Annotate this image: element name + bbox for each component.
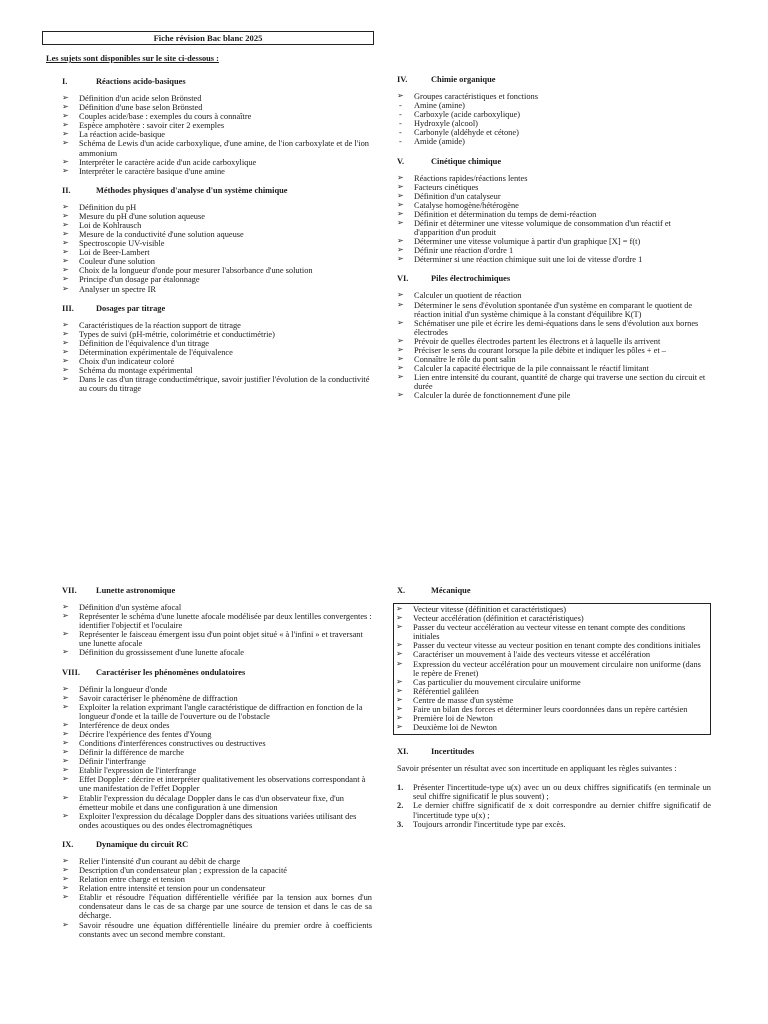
section-5 bbox=[397, 157, 709, 265]
list-item: ➢ Principe d'un dosage par étalonnage bbox=[62, 275, 372, 284]
list-item: ➢ Définir la différence de marche bbox=[62, 748, 372, 757]
section-6 bbox=[397, 274, 709, 400]
list-item: ➢ Première loi de Newton bbox=[396, 714, 707, 723]
list-item: ➢ Etablir l'expression de l'interfrange bbox=[62, 766, 372, 775]
section-6-list bbox=[397, 291, 709, 400]
section-title: Lunette astronomique bbox=[96, 586, 176, 595]
list-item: ➢ Spectroscopie UV-visible bbox=[62, 239, 372, 248]
list-item: ➢ Préciser le sens du courant lorsque la pile débite et indiquer les pôles + et – bbox=[397, 346, 709, 355]
list-item: ➢ Définition d'un catalyseur bbox=[397, 192, 709, 201]
list-item: ➢ Passer du vecteur accélération au vecteur vitesse en tenant compte des conditions initiales bbox=[396, 623, 707, 641]
section-title: Caractériser les phénomènes ondulatoires bbox=[96, 667, 246, 677]
list-item: ➢ Déterminer le sens d'évolution spontanée d'un système en comparant le quotient de réaction initial d'un système chimique à la constant d'équilibre K(T) bbox=[397, 301, 709, 319]
right-column-bottom bbox=[393, 586, 711, 829]
list-item: ➢ Faire un bilan des forces et déterminer leurs coordonnées dans un repère cartésien bbox=[396, 705, 707, 714]
section-title: Réactions acido-basiques bbox=[96, 77, 186, 86]
list-item: ➢ Savoir caractériser le phénomène de diffraction bbox=[62, 694, 372, 703]
list-item: ➢ Détermination expérimentale de l'équivalence bbox=[62, 348, 372, 357]
list-item: ➢ Loi de Beer-Lambert bbox=[62, 248, 372, 257]
list-item: ➢ Choix de la longueur d'onde pour mesurer l'absorbance d'une solution bbox=[62, 266, 372, 275]
section-number: VIII. bbox=[62, 667, 80, 677]
list-item: ➢ Déterminer une vitesse volumique à partir d'un graphique [X] = f(t) bbox=[397, 237, 709, 246]
section-number: VII. bbox=[62, 586, 77, 595]
list-item: ➢ Exploiter l'expression du décalage Doppler dans des situations variées utilisant des ondes acoustiques ou des ondes électromagnétiques bbox=[62, 812, 372, 830]
item-number: 1. bbox=[397, 783, 404, 793]
list-item: ➢ Réactions rapides/réactions lentes bbox=[397, 174, 709, 183]
list-item: ➢ Prévoir de quelles électrodes partent les électrons et à laquelle ils arrivent bbox=[397, 337, 709, 346]
list-item: - Amide (amide) bbox=[397, 137, 709, 146]
list-item: ➢ Passer du vecteur vitesse au vecteur position en tenant compte des conditions initiales bbox=[396, 641, 707, 650]
item-text: Le dernier chiffre significatif de x doit correspondre au dernier chiffre significatif de l'incertitude type u(x) ; bbox=[413, 801, 711, 820]
item-text: Toujours arrondir l'incertitude type par excès. bbox=[413, 819, 566, 829]
list-item: ➢ Exploiter la relation exprimant l'angle caractéristique de diffraction en fonction de la longueur d'onde et la taille de l'ouverture ou de l'obstacle bbox=[62, 703, 372, 721]
list-item: ➢ Catalyse homogène/hétérogène bbox=[397, 201, 709, 210]
list-item: ➢ Mesure de la conductivité d'une solution aqueuse bbox=[62, 230, 372, 239]
list-item: ➢ Décrire l'expérience des fentes d'Young bbox=[62, 730, 372, 739]
list-item: ➢ Calculer la durée de fonctionnement d'une pile bbox=[397, 391, 709, 400]
list-item: ➢ Définir et déterminer une vitesse volumique de consommation d'un réactif et d'apparition d'un produit bbox=[397, 219, 709, 237]
list-item: ➢ Relation entre intensité et tension pour un condensateur bbox=[62, 884, 372, 893]
section-title: Incertitudes bbox=[431, 747, 475, 757]
section-3-list bbox=[62, 321, 372, 394]
list-item: ➢ Etablir et résoudre l'équation différentielle vérifiée par la tension aux bornes d'un condensateur dans le cas de sa charge par une source de tension et dans le cas de sa décharge. bbox=[62, 893, 372, 920]
list-item: ➢ Calculer la capacité électrique de la pile connaissant le réactif limitant bbox=[397, 364, 709, 373]
list-item: ➢ Connaître le rôle du pont salin bbox=[397, 355, 709, 364]
list-item: ➢ La réaction acide-basique bbox=[62, 130, 372, 139]
list-item: - Carbonyle (aldéhyde et cétone) bbox=[397, 128, 709, 137]
section-title: Méthodes physiques d'analyse d'un système chimique bbox=[96, 185, 288, 195]
list-item: ➢ Interpréter le caractère acide d'un acide carboxylique bbox=[62, 158, 372, 167]
left-column-bottom bbox=[62, 586, 372, 939]
section-2 bbox=[62, 186, 372, 294]
section-title: Dosages par titrage bbox=[96, 303, 166, 313]
section-number: VI. bbox=[397, 274, 409, 284]
list-item: ➢ Dans le cas d'un titrage conductimétrique, savoir justifier l'évolution de la conductivité au cours du titrage bbox=[62, 375, 372, 393]
section-title: Piles électrochimiques bbox=[431, 274, 511, 284]
list-item: ➢ Vecteur accélération (définition et caractéristiques) bbox=[396, 614, 707, 623]
list-item: ➢ Cas particulier du mouvement circulaire uniforme bbox=[396, 678, 707, 687]
section-number: II. bbox=[62, 185, 71, 195]
list-item: ➢ Définition d'un système afocal bbox=[62, 603, 372, 612]
list-item: ➢ Interpréter le caractère basique d'une amine bbox=[62, 167, 372, 176]
list-item: ➢ Savoir résoudre une équation différentielle linéaire du premier ordre à coefficients constants avec un second membre constant. bbox=[62, 921, 372, 939]
list-item: ➢ Interférence de deux ondes bbox=[62, 721, 372, 730]
section-9 bbox=[62, 840, 372, 939]
list-item: ➢ Définition d'une base selon Brönsted bbox=[62, 103, 372, 112]
left-column-top bbox=[62, 77, 372, 393]
intro-line: Les sujets sont disponibles sur le site ci-dessous : bbox=[46, 54, 219, 63]
mechanics-box bbox=[393, 603, 711, 735]
section-10-list bbox=[396, 605, 707, 732]
list-item: ➢ Représenter le faisceau émergent issu d'un point objet situé « à l'infini » et traversant une lunette afocale bbox=[62, 630, 372, 648]
section-title: Cinétique chimique bbox=[431, 156, 502, 166]
section-number: I. bbox=[62, 77, 68, 86]
section-title: Dynamique du circuit RC bbox=[96, 839, 189, 849]
item-number: 2. bbox=[397, 801, 404, 811]
list-item: ➢ Schéma de Lewis d'un acide carboxylique, d'une amine, de l'ion carboxylate et de l'ion ammonium bbox=[62, 139, 372, 157]
list-item: ➢ Définition de l'équivalence d'un titrage bbox=[62, 339, 372, 348]
section-4-list bbox=[397, 101, 709, 146]
section-10 bbox=[393, 586, 711, 735]
list-item: ➢ Groupes caractéristiques et fonctions bbox=[397, 92, 709, 101]
document-title: Fiche révision Bac blanc 2025 bbox=[42, 31, 374, 45]
section-1-list bbox=[62, 94, 372, 176]
list-item: ➢ Déterminer si une réaction chimique suit une loi de vitesse d'ordre 1 bbox=[397, 255, 709, 264]
list-item: ➢ Définir la longueur d'onde bbox=[62, 685, 372, 694]
section-7 bbox=[62, 586, 372, 658]
right-column-top bbox=[397, 75, 709, 400]
section-number: IV. bbox=[397, 75, 408, 84]
list-item: ➢ Espèce amphotère : savoir citer 2 exemples bbox=[62, 121, 372, 130]
list-item: ➢ Conditions d'interférences constructives ou destructives bbox=[62, 739, 372, 748]
section-number: III. bbox=[62, 303, 74, 313]
list-item: ➢ Lien entre intensité du courant, quantité de charge qui traverse une section du circuit et durée bbox=[397, 373, 709, 391]
list-item: ➢ Effet Doppler : décrire et interpréter qualitativement les observations correspondant à une manifestation de l'effet Doppler bbox=[62, 775, 372, 793]
section-number: XI. bbox=[397, 747, 409, 757]
list-item: ➢ Vecteur vitesse (définition et caractéristiques) bbox=[396, 605, 707, 614]
section-7-list bbox=[62, 603, 372, 657]
list-item: ➢ Définition du pH bbox=[62, 203, 372, 212]
list-item: - Carboxyle (acide carboxylique) bbox=[397, 110, 709, 119]
numbered-item bbox=[397, 783, 711, 801]
list-item: ➢ Caractéristiques de la réaction support de titrage bbox=[62, 321, 372, 330]
list-item: ➢ Etablir l'expression du décalage Doppler dans le cas d'un observateur fixe, d'un émetteur mobile et dans une configuration à une dimension bbox=[62, 794, 372, 812]
list-item: ➢ Analyser un spectre IR bbox=[62, 285, 372, 294]
list-item: ➢ Définition du grossissement d'une lunette afocale bbox=[62, 648, 372, 657]
section-title: Mécanique bbox=[431, 586, 471, 595]
section-9-list bbox=[62, 857, 372, 939]
section-5-list bbox=[397, 174, 709, 265]
list-item: ➢ Représenter le schéma d'une lunette afocale modélisée par deux lentilles convergentes : identifier l'objectif et l'oculaire bbox=[62, 612, 372, 630]
list-item: - Hydroxyle (alcool) bbox=[397, 119, 709, 128]
list-item: ➢ Définir une réaction d'ordre 1 bbox=[397, 246, 709, 255]
list-item: ➢ Facteurs cinétiques bbox=[397, 183, 709, 192]
list-item: ➢ Schéma du montage expérimental bbox=[62, 366, 372, 375]
list-item: - Amine (amine) bbox=[397, 101, 709, 110]
list-item: ➢ Couleur d'une solution bbox=[62, 257, 372, 266]
list-item: ➢ Types de suivi (pH-métrie, colorimétrie et conductimétrie) bbox=[62, 330, 372, 339]
section-number: V. bbox=[397, 156, 405, 166]
section-8-list bbox=[62, 685, 372, 830]
list-item: ➢ Définition d'un acide selon Brönsted bbox=[62, 94, 372, 103]
section-11-list bbox=[397, 783, 711, 828]
section-number: X. bbox=[397, 586, 406, 595]
list-item: ➢ Expression du vecteur accélération pour un mouvement circulaire non uniforme (dans le repère de Frenet) bbox=[396, 660, 707, 678]
section-number: IX. bbox=[62, 839, 74, 849]
list-item: ➢ Calculer un quotient de réaction bbox=[397, 291, 709, 300]
list-item: ➢ Centre de masse d'un système bbox=[396, 696, 707, 705]
list-item: ➢ Mesure du pH d'une solution aqueuse bbox=[62, 212, 372, 221]
list-item: ➢ Couples acide/base : exemples du cours à connaître bbox=[62, 112, 372, 121]
section-1 bbox=[62, 77, 372, 176]
section-3 bbox=[62, 304, 372, 394]
section-2-list bbox=[62, 203, 372, 294]
list-item: ➢ Schématiser une pile et écrire les demi-équations dans le sens d'évolution aux bornes électrodes bbox=[397, 319, 709, 337]
list-item: ➢ Relation entre charge et tension bbox=[62, 875, 372, 884]
list-item: ➢ Référentiel galiléen bbox=[396, 687, 707, 696]
numbered-item bbox=[397, 820, 711, 829]
section-11 bbox=[393, 747, 711, 829]
list-item: ➢ Description d'un condensateur plan ; expression de la capacité bbox=[62, 866, 372, 875]
item-number: 3. bbox=[397, 819, 404, 829]
list-item: ➢ Deuxième loi de Newton bbox=[396, 723, 707, 732]
section-11-intro: Savoir présenter un résultat avec son incertitude en appliquant les règles suivantes : bbox=[397, 764, 677, 774]
section-4-lead-list bbox=[397, 92, 709, 101]
list-item: ➢ Choix d'un indicateur coloré bbox=[62, 357, 372, 366]
list-item: ➢ Loi de Kohlrausch bbox=[62, 221, 372, 230]
item-text: Présenter l'incertitude-type u(x) avec un ou deux chiffres significatifs (en terminale un seul chiffre significatif le plus souvent) ; bbox=[413, 783, 711, 802]
list-item: ➢ Définir l'interfrange bbox=[62, 757, 372, 766]
list-item: ➢ Définition et détermination du temps de demi-réaction bbox=[397, 210, 709, 219]
section-4 bbox=[397, 75, 709, 147]
list-item: ➢ Relier l'intensité d'un courant au débit de charge bbox=[62, 857, 372, 866]
numbered-item bbox=[397, 801, 711, 819]
section-title: Chimie organique bbox=[431, 75, 496, 84]
list-item: ➢ Caractériser un mouvement à l'aide des vecteurs vitesse et accélération bbox=[396, 650, 707, 659]
section-8 bbox=[62, 668, 372, 830]
